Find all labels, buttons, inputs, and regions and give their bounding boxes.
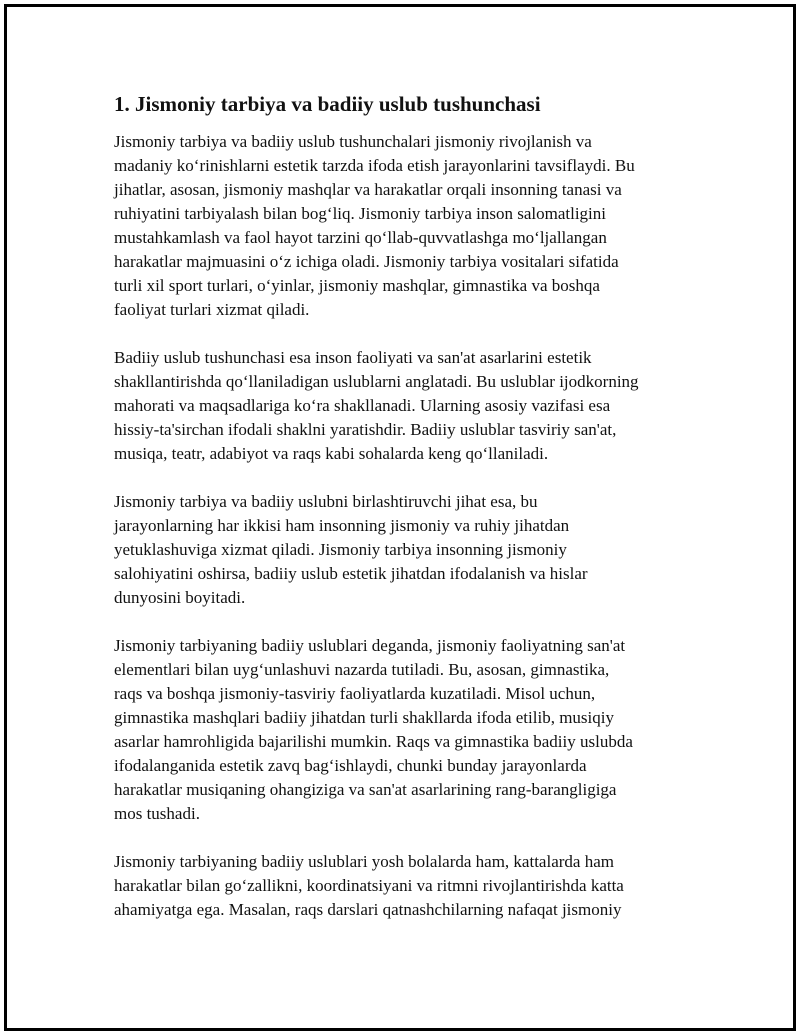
paragraph-4: Jismoniy tarbiyaning badiiy uslublari deganda, jismoniy faoliyatning san'at elementlari bilan uyg‘unlashuvi nazarda tutiladi. Bu, asosan, gimnastika, raqs va boshqa jismoniy-tasviriy faoliyatlarda kuzatiladi. Misol uchun, gimnastika mashqlari badiiy jihatdan turli shakllarda ifoda etilib, musiqiy asarlar hamrohligida bajarilishi mumkin. Raqs va gimnastika badiiy uslubda ifodalanganida estetik zavq bag‘ishlaydi, chunki bunday jarayonlarda harakatlar musiqaning ohangiziga va san'at asarlarining rang-barangligiga mos tushadi.	[114, 636, 633, 823]
paragraph-3: Jismoniy tarbiya va badiiy uslubni birlashtiruvchi jihat esa, bu jarayonlarning har ikkisi ham insonning jismoniy va ruhiy jihatdan yetuklashuviga xizmat qiladi. Jismoniy tarbiya insonning jismoniy salohiyatini oshirsa, badiiy uslub estetik jihatdan ifodalanish va hislar dunyosini boyitadi.	[114, 492, 588, 607]
document-content	[114, 90, 694, 946]
paragraph-5: Jismoniy tarbiyaning badiiy uslublari yosh bolalarda ham, kattalarda ham harakatlar bilan go‘zallikni, koordinatsiyani va ritmni rivojlantirishda katta ahamiyatga ega. Masalan, raqs darslari qatnashchilarning nafaqat jismoniy	[114, 852, 624, 919]
section-title: 1. Jismoniy tarbiya va badiiy uslub tushunchasi	[114, 92, 541, 116]
paragraph-2: Badiiy uslub tushunchasi esa inson faoliyati va san'at asarlarini estetik shakllantirishda qo‘llaniladigan uslublarni anglatadi. Bu uslublar ijodkorning mahorati va maqsadlariga ko‘ra shakllanadi. Ularning asosiy vazifasi esa hissiy-ta'sirchan ifodali shaklni yaratishdir. Badiiy uslublar tasviriy san'at, musiqa, teatr, adabiyot va raqs kabi sohalarda keng qo‘llaniladi.	[114, 348, 639, 463]
paragraph-1: Jismoniy tarbiya va badiiy uslub tushunchalari jismoniy rivojlanish va madaniy ko‘rinishlarni estetik tarzda ifoda etish jarayonlarini tavsiflaydi. Bu jihatlar, asosan, jismoniy mashqlar va harakatlar orqali insonning tanasi va ruhiyatini tarbiyalash bilan bog‘liq. Jismoniy tarbiya inson salomatligini mustahkamlash va faol hayot tarzini qo‘llab-quvvatlashga mo‘ljallangan harakatlar majmuasini o‘z ichiga oladi. Jismoniy tarbiya vositalari sifatida turli xil sport turlari, o‘yinlar, jismoniy mashqlar, gimnastika va boshqa faoliyat turlari xizmat qiladi.	[114, 132, 635, 319]
